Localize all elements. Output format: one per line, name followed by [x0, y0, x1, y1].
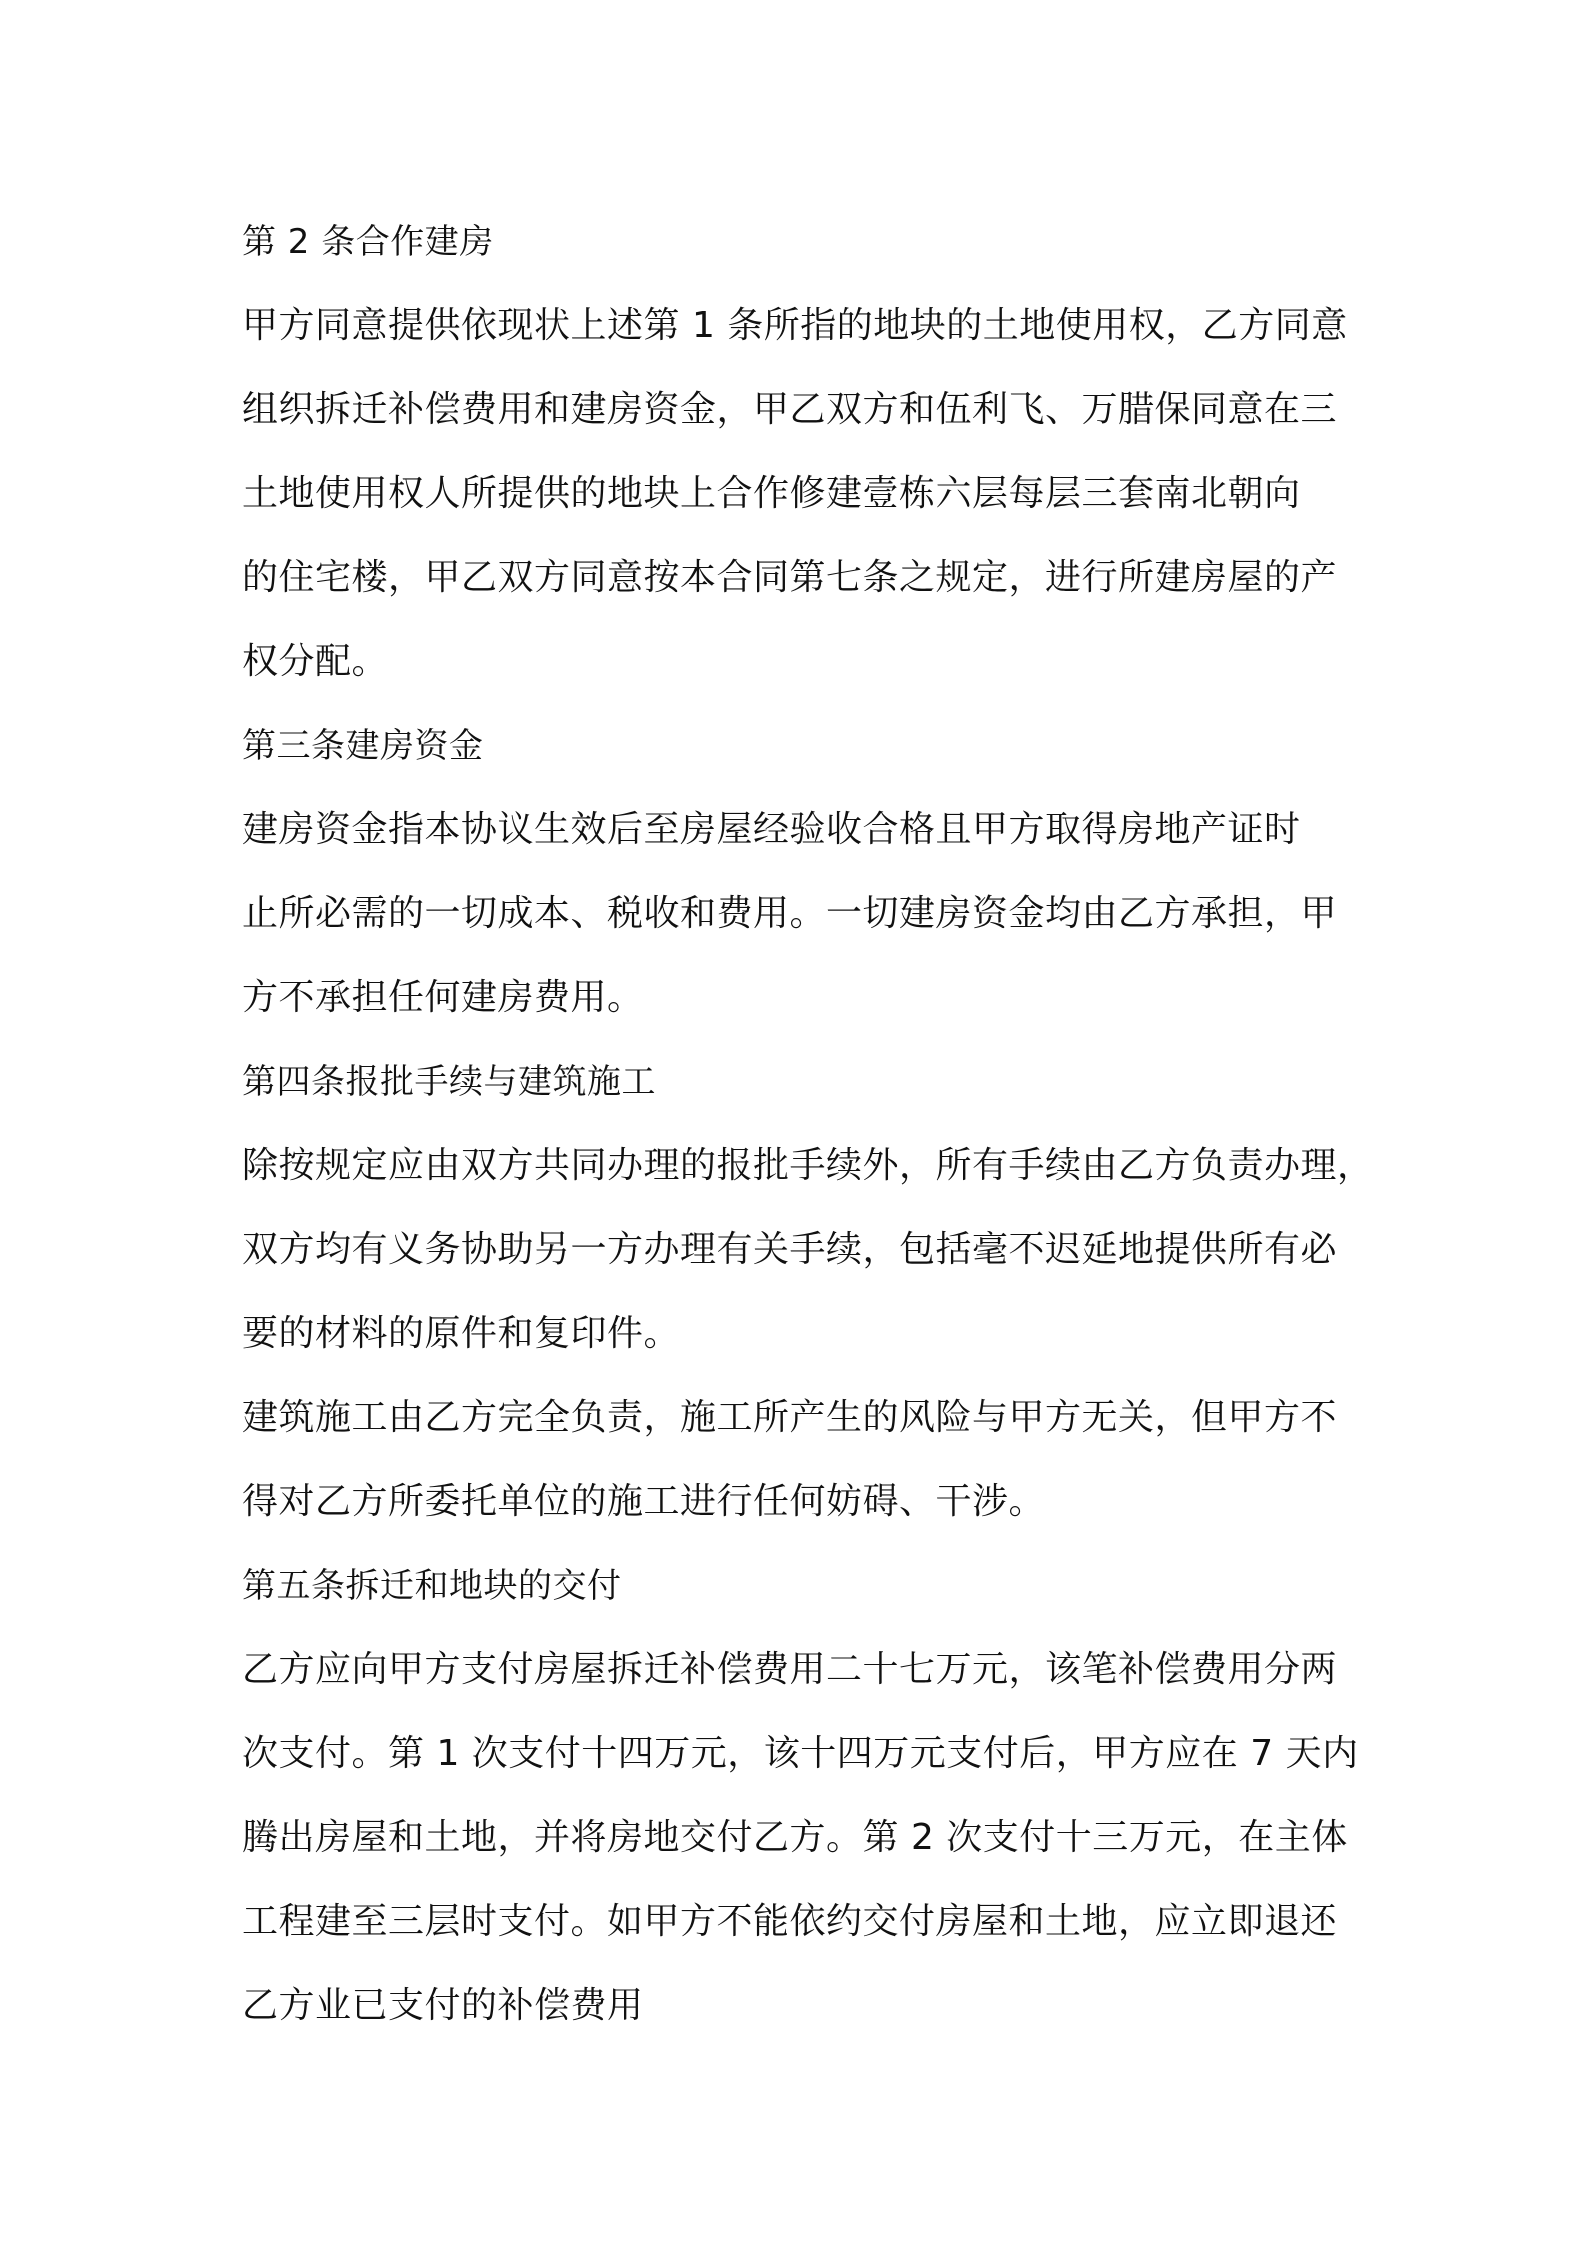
section-2-heading: 第 2 条合作建房 [242, 222, 494, 262]
section-4-paragraph-line: 得对乙方所委托单位的施工进行任何妨碍、干涉。 [242, 1481, 1046, 1522]
section-2-paragraph-line: 甲方同意提供依现状上述第 1 条所指的地块的土地使用权，乙方同意 [242, 305, 1348, 346]
section-2-paragraph-line: 组织拆迁补偿费用和建房资金，甲乙双方和伍利飞、万腊保同意在三 [242, 389, 1338, 430]
section-3-heading: 第三条建房资金 [242, 726, 484, 766]
section-2-paragraph-line: 土地使用权人所提供的地块上合作修建壹栋六层每层三套南北朝向 [242, 473, 1301, 514]
section-5-paragraph-line: 乙方业已支付的补偿费用 [242, 1985, 644, 2026]
section-4-heading: 第四条报批手续与建筑施工 [242, 1062, 656, 1102]
section-5-paragraph-line: 腾出房屋和土地，并将房地交付乙方。第 2 次支付十三万元，在主体 [242, 1817, 1348, 1858]
section-4-paragraph-line: 要的材料的原件和复印件。 [242, 1313, 681, 1354]
section-3-paragraph-line: 方不承担任何建房费用。 [242, 977, 644, 1018]
section-4-paragraph-line: 建筑施工由乙方完全负责，施工所产生的风险与甲方无关，但甲方不 [242, 1397, 1338, 1438]
section-5-paragraph-line: 乙方应向甲方支付房屋拆迁补偿费用二十七万元，该笔补偿费用分两 [242, 1649, 1338, 1690]
section-2-paragraph-line: 的住宅楼，甲乙双方同意按本合同第七条之规定，进行所建房屋的产 [242, 557, 1338, 598]
document-body [242, 200, 1382, 2048]
section-3-paragraph-line: 止所必需的一切成本、税收和费用。一切建房资金均由乙方承担，甲 [242, 893, 1338, 934]
section-5-heading: 第五条拆迁和地块的交付 [242, 1566, 622, 1606]
section-4-paragraph-line: 双方均有义务协助另一方办理有关手续，包括毫不迟延地提供所有必 [242, 1229, 1338, 1270]
section-5-paragraph-line: 次支付。第 1 次支付十四万元，该十四万元支付后，甲方应在 7 天内 [242, 1733, 1359, 1774]
section-2-paragraph-line: 权分配。 [242, 641, 389, 682]
section-4-paragraph-line: 除按规定应由双方共同办理的报批手续外，所有手续由乙方负责办理， [242, 1145, 1374, 1186]
section-3-paragraph-line: 建房资金指本协议生效后至房屋经验收合格且甲方取得房地产证时 [242, 809, 1301, 850]
section-5-paragraph-line: 工程建至三层时支付。如甲方不能依约交付房屋和土地，应立即退还 [242, 1901, 1338, 1942]
